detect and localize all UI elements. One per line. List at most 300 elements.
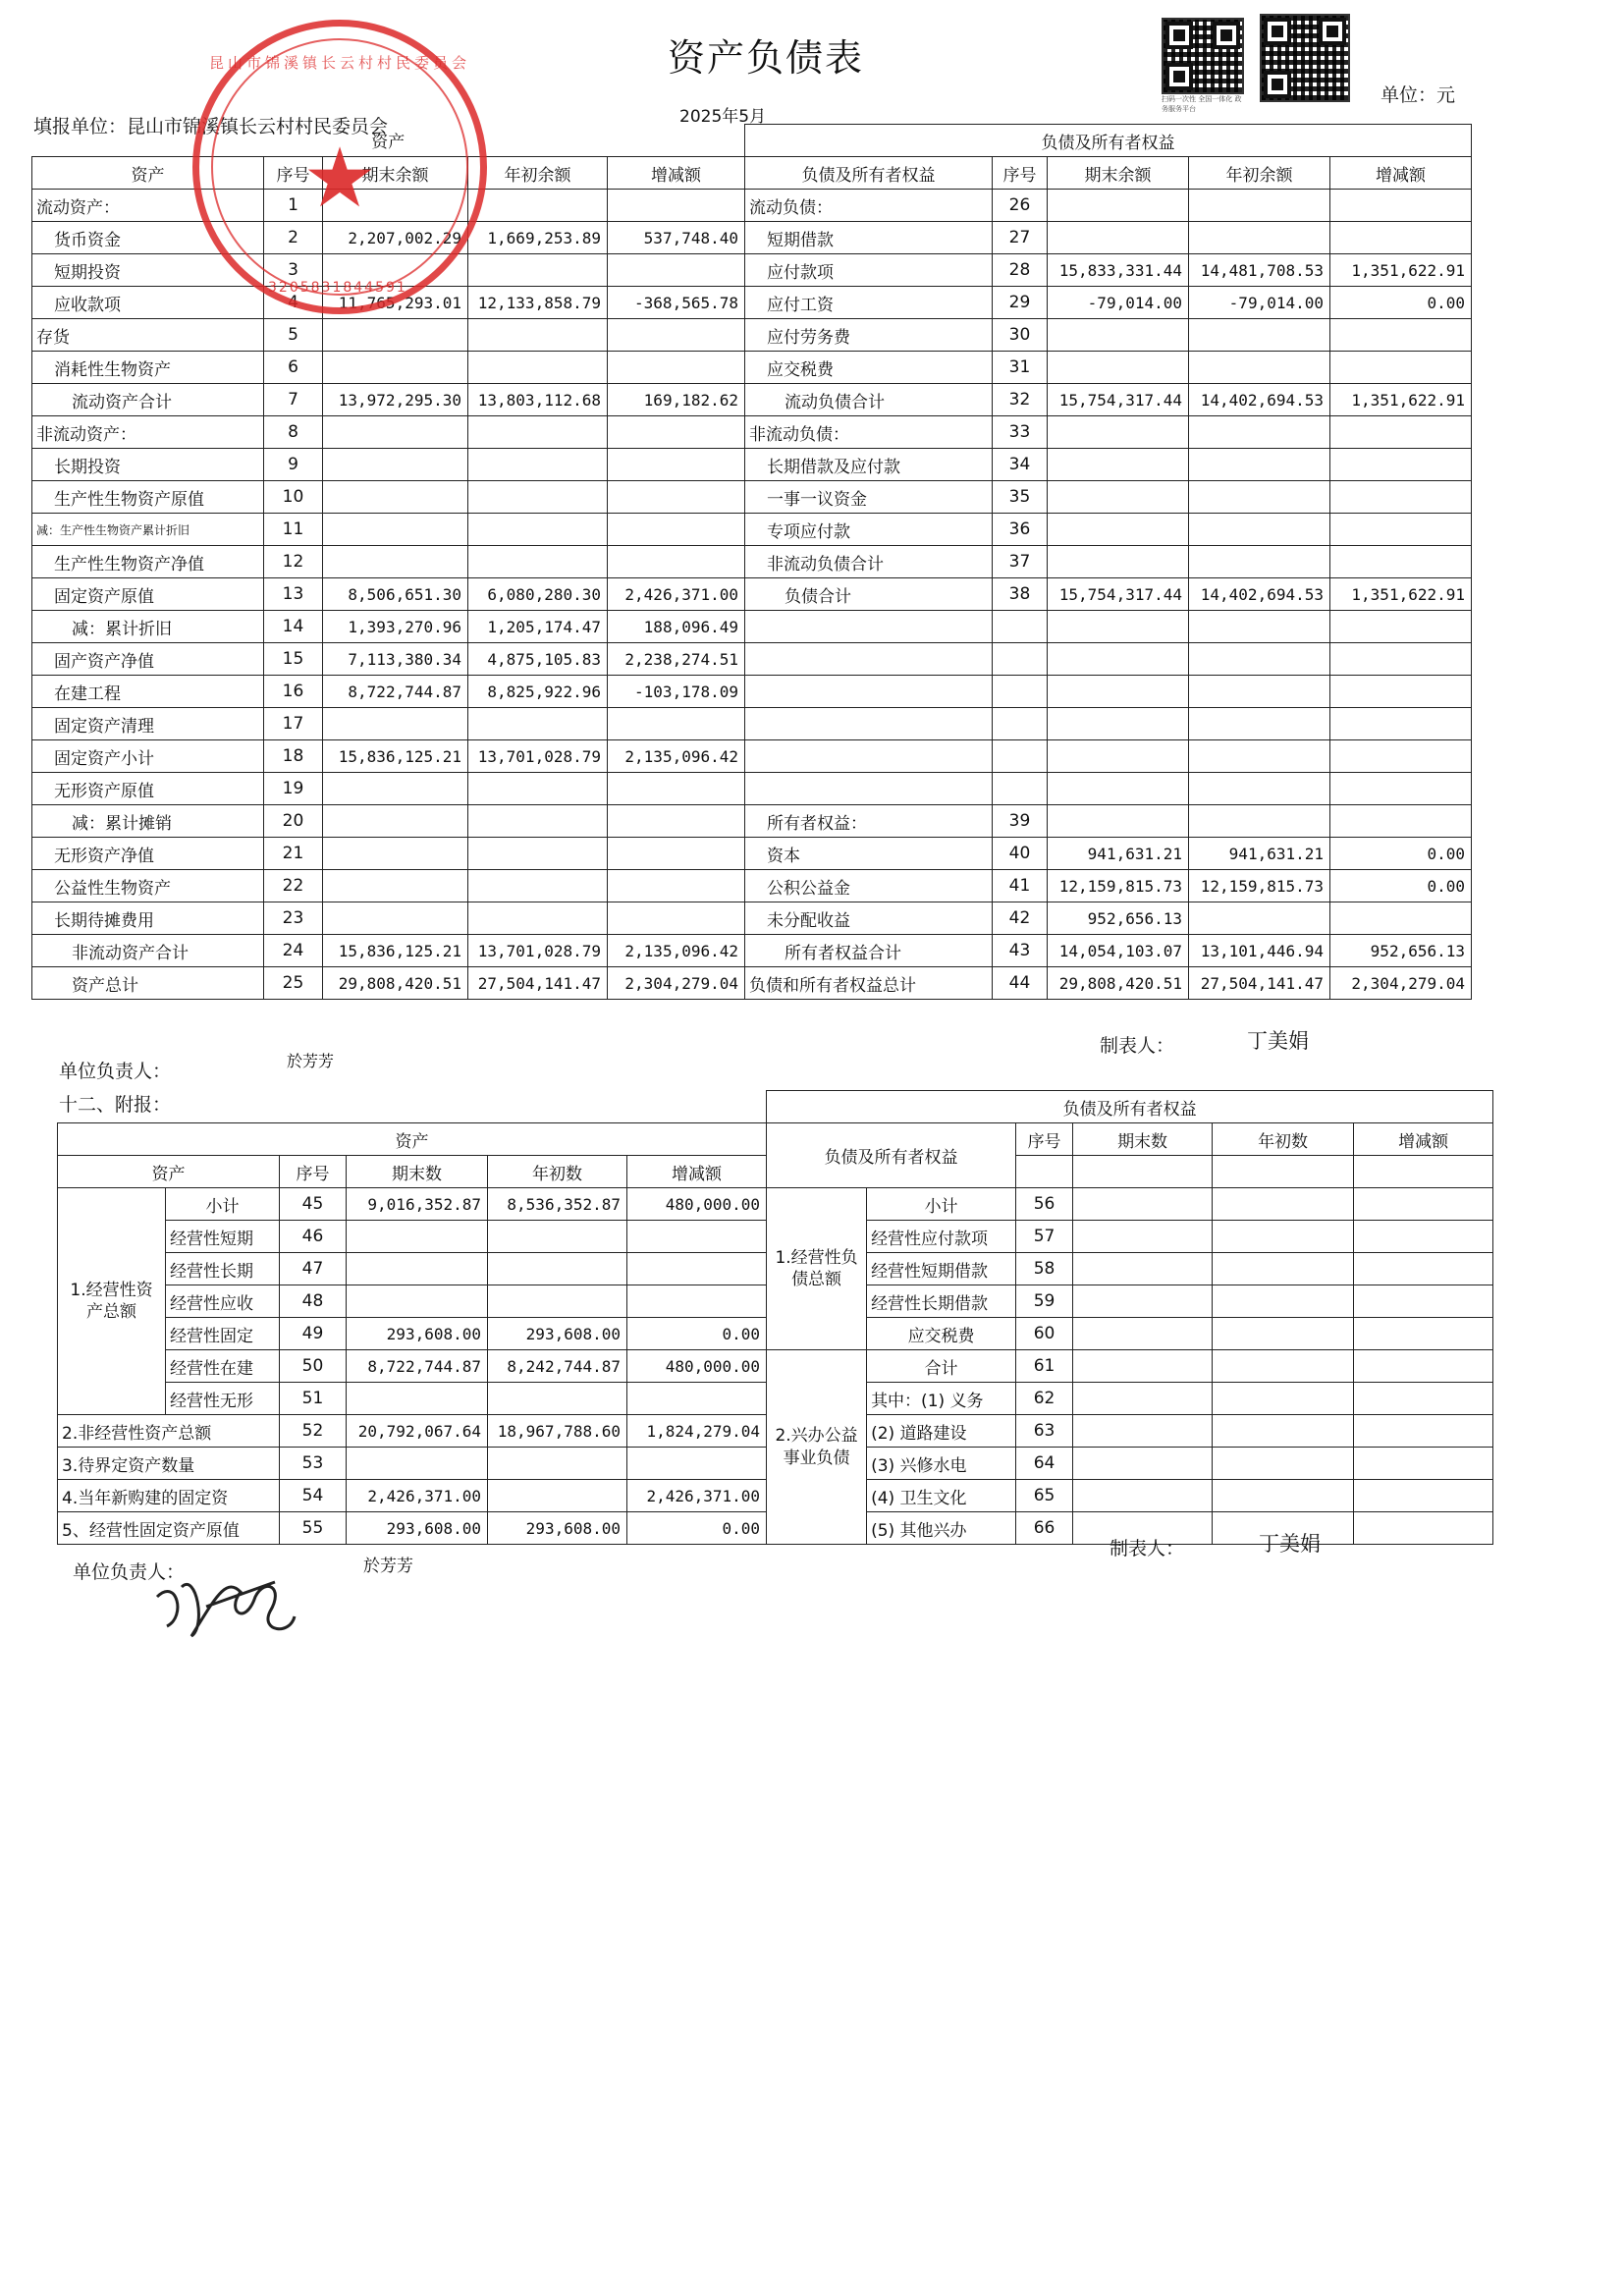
asset-cell-start-balance-col: 13,701,028.79: [468, 935, 608, 967]
liability-cell-change-col: [1330, 352, 1472, 384]
appendix-right-end-header: 期末数: [1073, 1123, 1213, 1156]
asset-cell-no-col: 12: [264, 546, 323, 578]
appendix-right-col-header: 负债及所有者权益: [767, 1123, 1016, 1188]
appendix-right-no: 64: [1016, 1448, 1073, 1480]
table-row: [32, 481, 1472, 514]
appendix-left-sub-item: 经营性无形: [166, 1383, 280, 1415]
appendix-table: [57, 1090, 1493, 1545]
appendix-row: [58, 1188, 1493, 1221]
asset-cell-no-col: 5: [264, 319, 323, 352]
appendix-left-sub-item: 经营性在建: [166, 1350, 280, 1383]
asset-cell-end-balance-col: [323, 481, 468, 514]
asset-cell-end-balance-col: 8,722,744.87: [323, 676, 468, 708]
appendix-left-start: 8,536,352.87: [488, 1188, 627, 1221]
liability-cell-change-col: [1330, 902, 1472, 935]
table-row: [32, 578, 1472, 611]
liability-cell-asset-col: [745, 773, 993, 805]
table-row: [32, 319, 1472, 352]
table-row: [32, 676, 1472, 708]
liability-cell-asset-col: [745, 643, 993, 676]
asset-cell-end-balance-col: 8,506,651.30: [323, 578, 468, 611]
liabilities-group-header: 负债及所有者权益: [745, 125, 1472, 157]
appendix-left-item: 5、经营性固定资产原值: [58, 1512, 280, 1545]
appendix-right-value: [1073, 1415, 1213, 1448]
qr-caption: 扫码一次性 全国一体化 政务服务平台: [1162, 95, 1242, 113]
asset-cell-no-col: 11: [264, 514, 323, 546]
liability-cell-start-balance-col: [1189, 190, 1330, 222]
liability-cell-no-col: 35: [993, 481, 1048, 514]
appendix-right-blank: [1073, 1156, 1213, 1188]
asset-cell-change-col: [608, 190, 745, 222]
asset-cell-change-col: 2,135,096.42: [608, 935, 745, 967]
appendix-right-blank: [1213, 1156, 1354, 1188]
table-row: [32, 643, 1472, 676]
asset-cell-change-col: -368,565.78: [608, 287, 745, 319]
asset-cell-end-balance-col: [323, 319, 468, 352]
liability-cell-no-col: 39: [993, 805, 1048, 838]
page-title: 资产负债表: [667, 36, 864, 80]
head-name-1: 於芳芳: [287, 1052, 335, 1070]
qr-code-left: [1162, 18, 1244, 113]
asset-cell-asset-col: 存货: [32, 319, 264, 352]
report-period: 2025年5月: [679, 107, 767, 127]
liability-cell-no-col: 32: [993, 384, 1048, 416]
appendix-left-start: [488, 1448, 627, 1480]
asset-cell-no-col: 3: [264, 254, 323, 287]
asset-cell-end-balance-col: [323, 352, 468, 384]
appendix-left-chg: [627, 1383, 767, 1415]
appendix-right-no: 59: [1016, 1285, 1073, 1318]
asset-cell-change-col: 169,182.62: [608, 384, 745, 416]
liability-cell-no-col: 34: [993, 449, 1048, 481]
liability-cell-end-balance-col: 952,656.13: [1048, 902, 1189, 935]
asset-cell-end-balance-col: [323, 708, 468, 740]
asset-cell-asset-col: 长期待摊费用: [32, 902, 264, 935]
liability-cell-asset-col: 所有者权益合计: [745, 935, 993, 967]
asset-cell-start-balance-col: [468, 902, 608, 935]
liability-cell-no-col: [993, 708, 1048, 740]
appendix-left-chg: [627, 1448, 767, 1480]
star-icon: ★: [302, 130, 377, 226]
header-left-start-balance-col: 年初余额: [468, 157, 608, 190]
appendix-right-value: [1213, 1350, 1354, 1383]
table-row: [32, 935, 1472, 967]
liability-cell-asset-col: [745, 676, 993, 708]
liability-cell-start-balance-col: 941,631.21: [1189, 838, 1330, 870]
liability-cell-change-col: [1330, 449, 1472, 481]
liability-cell-start-balance-col: [1189, 902, 1330, 935]
asset-cell-change-col: [608, 352, 745, 384]
liability-cell-end-balance-col: [1048, 740, 1189, 773]
asset-cell-asset-col: 流动资产合计: [32, 384, 264, 416]
appendix-right-value: [1354, 1383, 1493, 1415]
asset-cell-start-balance-col: [468, 254, 608, 287]
liability-cell-asset-col: 公积公益金: [745, 870, 993, 902]
asset-cell-asset-col: 减：生产性生物资产累计折旧: [32, 514, 264, 546]
table-row: [32, 773, 1472, 805]
asset-cell-change-col: 537,748.40: [608, 222, 745, 254]
asset-cell-no-col: 15: [264, 643, 323, 676]
asset-cell-asset-col: 非流动资产：: [32, 416, 264, 449]
liability-cell-no-col: 36: [993, 514, 1048, 546]
liability-cell-start-balance-col: [1189, 773, 1330, 805]
appendix-right-value: [1354, 1512, 1493, 1545]
asset-cell-asset-col: 在建工程: [32, 676, 264, 708]
appendix-right-value: [1213, 1285, 1354, 1318]
asset-cell-change-col: [608, 870, 745, 902]
liability-cell-asset-col: 流动负债合计: [745, 384, 993, 416]
appendix-right-value: [1354, 1285, 1493, 1318]
asset-cell-no-col: 1: [264, 190, 323, 222]
asset-cell-change-col: [608, 416, 745, 449]
appendix-left-col-header: 资产: [58, 1156, 280, 1188]
asset-cell-start-balance-col: [468, 708, 608, 740]
asset-cell-end-balance-col: [323, 546, 468, 578]
asset-cell-change-col: [608, 319, 745, 352]
appendix-left-start: 293,608.00: [488, 1318, 627, 1350]
qr-code-right: [1260, 14, 1350, 102]
appendix-right-value: [1073, 1285, 1213, 1318]
table-row: [32, 416, 1472, 449]
table-row: [32, 514, 1472, 546]
appendix-left-no: 55: [280, 1512, 347, 1545]
asset-cell-end-balance-col: 1,393,270.96: [323, 611, 468, 643]
appendix-left-end: 293,608.00: [347, 1318, 488, 1350]
appendix-left-end: [347, 1253, 488, 1285]
appendix-right-sub-item: 应交税费: [867, 1318, 1016, 1350]
liability-cell-asset-col: 短期借款: [745, 222, 993, 254]
asset-cell-no-col: 14: [264, 611, 323, 643]
liability-cell-change-col: 1,351,622.91: [1330, 384, 1472, 416]
liability-cell-start-balance-col: 27,504,141.47: [1189, 967, 1330, 1000]
asset-cell-end-balance-col: 13,972,295.30: [323, 384, 468, 416]
liability-cell-end-balance-col: [1048, 416, 1189, 449]
liability-cell-start-balance-col: [1189, 481, 1330, 514]
liability-cell-change-col: [1330, 546, 1472, 578]
appendix-right-value: [1073, 1350, 1213, 1383]
liability-cell-start-balance-col: [1189, 546, 1330, 578]
liability-cell-asset-col: [745, 708, 993, 740]
liability-cell-no-col: 28: [993, 254, 1048, 287]
appendix-left-start: [488, 1285, 627, 1318]
liability-cell-asset-col: 应付劳务费: [745, 319, 993, 352]
header-right-end-balance-col: 期末余额: [1048, 157, 1189, 190]
asset-cell-asset-col: 非流动资产合计: [32, 935, 264, 967]
asset-cell-end-balance-col: [323, 838, 468, 870]
appendix-label: 十二、附报：: [59, 1094, 172, 1116]
liability-cell-no-col: [993, 643, 1048, 676]
asset-cell-change-col: 188,096.49: [608, 611, 745, 643]
liability-cell-end-balance-col: [1048, 546, 1189, 578]
appendix-left-item: 3.待界定资产数量: [58, 1448, 280, 1480]
appendix-right-sub-item: 合计: [867, 1350, 1016, 1383]
table-row: [32, 384, 1472, 416]
liability-cell-change-col: 1,351,622.91: [1330, 578, 1472, 611]
asset-cell-change-col: [608, 449, 745, 481]
liability-cell-start-balance-col: 14,402,694.53: [1189, 578, 1330, 611]
table-row: [32, 708, 1472, 740]
liability-cell-start-balance-col: 14,481,708.53: [1189, 254, 1330, 287]
appendix-left-end: 8,722,744.87: [347, 1350, 488, 1383]
asset-cell-asset-col: 无形资产原值: [32, 773, 264, 805]
appendix-left-start: 18,967,788.60: [488, 1415, 627, 1448]
appendix-right-value: [1354, 1448, 1493, 1480]
preparer-label-2: 制表人：: [1110, 1538, 1185, 1559]
appendix-left-start: [488, 1221, 627, 1253]
appendix-right-value: [1213, 1318, 1354, 1350]
asset-cell-asset-col: 消耗性生物资产: [32, 352, 264, 384]
appendix-left-item: 2.非经营性资产总额: [58, 1415, 280, 1448]
liability-cell-no-col: 38: [993, 578, 1048, 611]
asset-cell-end-balance-col: [323, 514, 468, 546]
appendix-right-no: 58: [1016, 1253, 1073, 1285]
asset-cell-start-balance-col: [468, 514, 608, 546]
asset-cell-change-col: [608, 254, 745, 287]
liability-cell-change-col: [1330, 222, 1472, 254]
asset-cell-no-col: 10: [264, 481, 323, 514]
appendix-left-no: 51: [280, 1383, 347, 1415]
asset-cell-start-balance-col: [468, 416, 608, 449]
preparer-name-1: 丁美娟: [1247, 1029, 1309, 1053]
liability-cell-change-col: [1330, 481, 1472, 514]
head-name-2: 於芳芳: [363, 1557, 413, 1576]
asset-cell-asset-col: 固产资产净值: [32, 643, 264, 676]
liability-cell-start-balance-col: [1189, 643, 1330, 676]
asset-cell-asset-col: 流动资产：: [32, 190, 264, 222]
asset-cell-change-col: [608, 514, 745, 546]
asset-cell-change-col: [608, 805, 745, 838]
filing-unit: 填报单位：昆山市锦溪镇长云村村民委员会: [33, 116, 389, 137]
asset-cell-asset-col: 减：累计折旧: [32, 611, 264, 643]
head-signature-label-2: 单位负责人：: [73, 1561, 186, 1583]
appendix-right-value: [1354, 1188, 1493, 1221]
header-left-end-balance-col: 期末余额: [323, 157, 468, 190]
asset-cell-no-col: 25: [264, 967, 323, 1000]
liability-cell-change-col: [1330, 416, 1472, 449]
asset-cell-start-balance-col: [468, 838, 608, 870]
appendix-left-no: 50: [280, 1350, 347, 1383]
appendix-right-chg-header: 增减额: [1354, 1123, 1493, 1156]
appendix-right-group1-label: 1.经营性负债总额: [767, 1188, 867, 1350]
asset-cell-no-col: 9: [264, 449, 323, 481]
table-row: [32, 740, 1472, 773]
asset-cell-no-col: 16: [264, 676, 323, 708]
liability-cell-start-balance-col: 12,159,815.73: [1189, 870, 1330, 902]
asset-cell-change-col: 2,426,371.00: [608, 578, 745, 611]
unit-label: 单位：元: [1380, 84, 1456, 106]
asset-cell-start-balance-col: [468, 190, 608, 222]
appendix-assets-group-header: 资产: [58, 1123, 767, 1156]
asset-cell-change-col: [608, 481, 745, 514]
header-right-change-col: 增减额: [1330, 157, 1472, 190]
asset-cell-end-balance-col: 29,808,420.51: [323, 967, 468, 1000]
header-left-no-col: 序号: [264, 157, 323, 190]
liability-cell-start-balance-col: [1189, 222, 1330, 254]
liability-cell-no-col: 29: [993, 287, 1048, 319]
appendix-left-sub-item: 经营性短期: [166, 1221, 280, 1253]
liability-cell-change-col: 952,656.13: [1330, 935, 1472, 967]
appendix-left-no: 49: [280, 1318, 347, 1350]
asset-cell-no-col: 7: [264, 384, 323, 416]
liability-cell-change-col: 0.00: [1330, 870, 1472, 902]
asset-cell-asset-col: 减：累计摊销: [32, 805, 264, 838]
asset-cell-start-balance-col: 12,133,858.79: [468, 287, 608, 319]
asset-cell-no-col: 22: [264, 870, 323, 902]
appendix-left-start: 8,242,744.87: [488, 1350, 627, 1383]
appendix-left-no: 45: [280, 1188, 347, 1221]
appendix-left-start: [488, 1253, 627, 1285]
asset-cell-end-balance-col: [323, 449, 468, 481]
appendix-right-sub-item: (4) 卫生文化: [867, 1480, 1016, 1512]
appendix-left-end: [347, 1285, 488, 1318]
table-row: [32, 838, 1472, 870]
asset-cell-start-balance-col: 1,669,253.89: [468, 222, 608, 254]
appendix-right-sub-item: 其中：(1) 义务: [867, 1383, 1016, 1415]
asset-cell-start-balance-col: [468, 546, 608, 578]
liability-cell-change-col: [1330, 190, 1472, 222]
liability-cell-asset-col: 流动负债：: [745, 190, 993, 222]
appendix-left-chg-header: 增减额: [627, 1156, 767, 1188]
liability-cell-no-col: 42: [993, 902, 1048, 935]
liability-cell-start-balance-col: [1189, 740, 1330, 773]
liability-cell-change-col: [1330, 643, 1472, 676]
appendix-left-end: 293,608.00: [347, 1512, 488, 1545]
asset-cell-start-balance-col: [468, 481, 608, 514]
liability-cell-change-col: 0.00: [1330, 838, 1472, 870]
header-left-change-col: 增减额: [608, 157, 745, 190]
asset-cell-change-col: 2,135,096.42: [608, 740, 745, 773]
appendix-left-no: 52: [280, 1415, 347, 1448]
asset-cell-end-balance-col: [323, 870, 468, 902]
asset-cell-change-col: 2,238,274.51: [608, 643, 745, 676]
appendix-left-group-label: 1.经营性资产总额: [58, 1188, 166, 1415]
appendix-right-value: [1073, 1318, 1213, 1350]
liability-cell-end-balance-col: [1048, 319, 1189, 352]
asset-cell-asset-col: 固定资产小计: [32, 740, 264, 773]
appendix-right-no: 65: [1016, 1480, 1073, 1512]
appendix-left-sub-item: 小计: [166, 1188, 280, 1221]
asset-cell-end-balance-col: [323, 773, 468, 805]
appendix-row: [58, 1350, 1493, 1383]
liability-cell-change-col: [1330, 514, 1472, 546]
table-row: [32, 449, 1472, 481]
liability-cell-no-col: 41: [993, 870, 1048, 902]
appendix-left-chg: [627, 1221, 767, 1253]
asset-cell-start-balance-col: 13,701,028.79: [468, 740, 608, 773]
asset-cell-no-col: 4: [264, 287, 323, 319]
liability-cell-asset-col: 一事一议资金: [745, 481, 993, 514]
appendix-left-no: 46: [280, 1221, 347, 1253]
asset-cell-no-col: 23: [264, 902, 323, 935]
liability-cell-end-balance-col: [1048, 514, 1189, 546]
liability-cell-asset-col: 非流动负债：: [745, 416, 993, 449]
liability-cell-no-col: [993, 740, 1048, 773]
appendix-right-no: 57: [1016, 1221, 1073, 1253]
liability-cell-start-balance-col: [1189, 449, 1330, 481]
appendix-left-end-header: 期末数: [347, 1156, 488, 1188]
appendix-right-value: [1213, 1448, 1354, 1480]
appendix-right-value: [1073, 1448, 1213, 1480]
appendix-left-no-header: 序号: [280, 1156, 347, 1188]
liability-cell-end-balance-col: [1048, 805, 1189, 838]
asset-cell-change-col: [608, 708, 745, 740]
appendix-right-no-cell: [1016, 1156, 1073, 1188]
asset-cell-change-col: -103,178.09: [608, 676, 745, 708]
appendix-left-start: 293,608.00: [488, 1512, 627, 1545]
liability-cell-start-balance-col: [1189, 514, 1330, 546]
liability-cell-no-col: 31: [993, 352, 1048, 384]
asset-cell-asset-col: 资产总计: [32, 967, 264, 1000]
asset-cell-start-balance-col: [468, 319, 608, 352]
appendix-right-start-header: 年初数: [1213, 1123, 1354, 1156]
liability-cell-asset-col: 非流动负债合计: [745, 546, 993, 578]
appendix-right-sub-item: 小计: [867, 1188, 1016, 1221]
asset-cell-no-col: 8: [264, 416, 323, 449]
appendix-left-end: [347, 1221, 488, 1253]
appendix-right-value: [1213, 1415, 1354, 1448]
liability-cell-start-balance-col: 13,101,446.94: [1189, 935, 1330, 967]
appendix-left-no: 53: [280, 1448, 347, 1480]
asset-cell-end-balance-col: [323, 902, 468, 935]
liability-cell-end-balance-col: 14,054,103.07: [1048, 935, 1189, 967]
liability-cell-end-balance-col: 15,754,317.44: [1048, 578, 1189, 611]
liability-cell-asset-col: 长期借款及应付款: [745, 449, 993, 481]
asset-cell-no-col: 20: [264, 805, 323, 838]
liability-cell-change-col: [1330, 676, 1472, 708]
asset-cell-no-col: 21: [264, 838, 323, 870]
liability-cell-end-balance-col: [1048, 222, 1189, 254]
appendix-right-group2-label: 2.兴办公益事业负债: [767, 1350, 867, 1545]
liability-cell-no-col: 27: [993, 222, 1048, 254]
appendix-left-end: 2,426,371.00: [347, 1480, 488, 1512]
appendix-right-value: [1213, 1221, 1354, 1253]
asset-cell-end-balance-col: 7,113,380.34: [323, 643, 468, 676]
appendix-left-chg: 2,426,371.00: [627, 1480, 767, 1512]
asset-cell-no-col: 19: [264, 773, 323, 805]
table-row: [32, 805, 1472, 838]
asset-cell-end-balance-col: 2,207,002.29: [323, 222, 468, 254]
appendix-left-end: 20,792,067.64: [347, 1415, 488, 1448]
liability-cell-start-balance-col: [1189, 352, 1330, 384]
asset-cell-no-col: 18: [264, 740, 323, 773]
asset-cell-asset-col: 固定资产清理: [32, 708, 264, 740]
liability-cell-end-balance-col: 15,754,317.44: [1048, 384, 1189, 416]
appendix-left-start: [488, 1480, 627, 1512]
liability-cell-no-col: 26: [993, 190, 1048, 222]
liability-cell-no-col: [993, 676, 1048, 708]
liability-cell-end-balance-col: [1048, 676, 1189, 708]
table-row: [32, 546, 1472, 578]
asset-cell-start-balance-col: 27,504,141.47: [468, 967, 608, 1000]
liability-cell-start-balance-col: [1189, 611, 1330, 643]
appendix-right-sub-item: (2) 道路建设: [867, 1415, 1016, 1448]
liability-cell-change-col: 1,351,622.91: [1330, 254, 1472, 287]
appendix-right-value: [1354, 1318, 1493, 1350]
asset-cell-start-balance-col: 13,803,112.68: [468, 384, 608, 416]
liability-cell-start-balance-col: [1189, 319, 1330, 352]
liability-cell-asset-col: 应付工资: [745, 287, 993, 319]
appendix-right-sub-item: 经营性长期借款: [867, 1285, 1016, 1318]
appendix-left-chg: [627, 1285, 767, 1318]
liability-cell-change-col: 0.00: [1330, 287, 1472, 319]
appendix-left-sub-item: 经营性长期: [166, 1253, 280, 1285]
liability-cell-asset-col: 资本: [745, 838, 993, 870]
asset-cell-end-balance-col: 15,836,125.21: [323, 740, 468, 773]
liability-cell-end-balance-col: [1048, 611, 1189, 643]
liability-cell-change-col: [1330, 805, 1472, 838]
liability-cell-end-balance-col: [1048, 643, 1189, 676]
liability-cell-end-balance-col: [1048, 708, 1189, 740]
